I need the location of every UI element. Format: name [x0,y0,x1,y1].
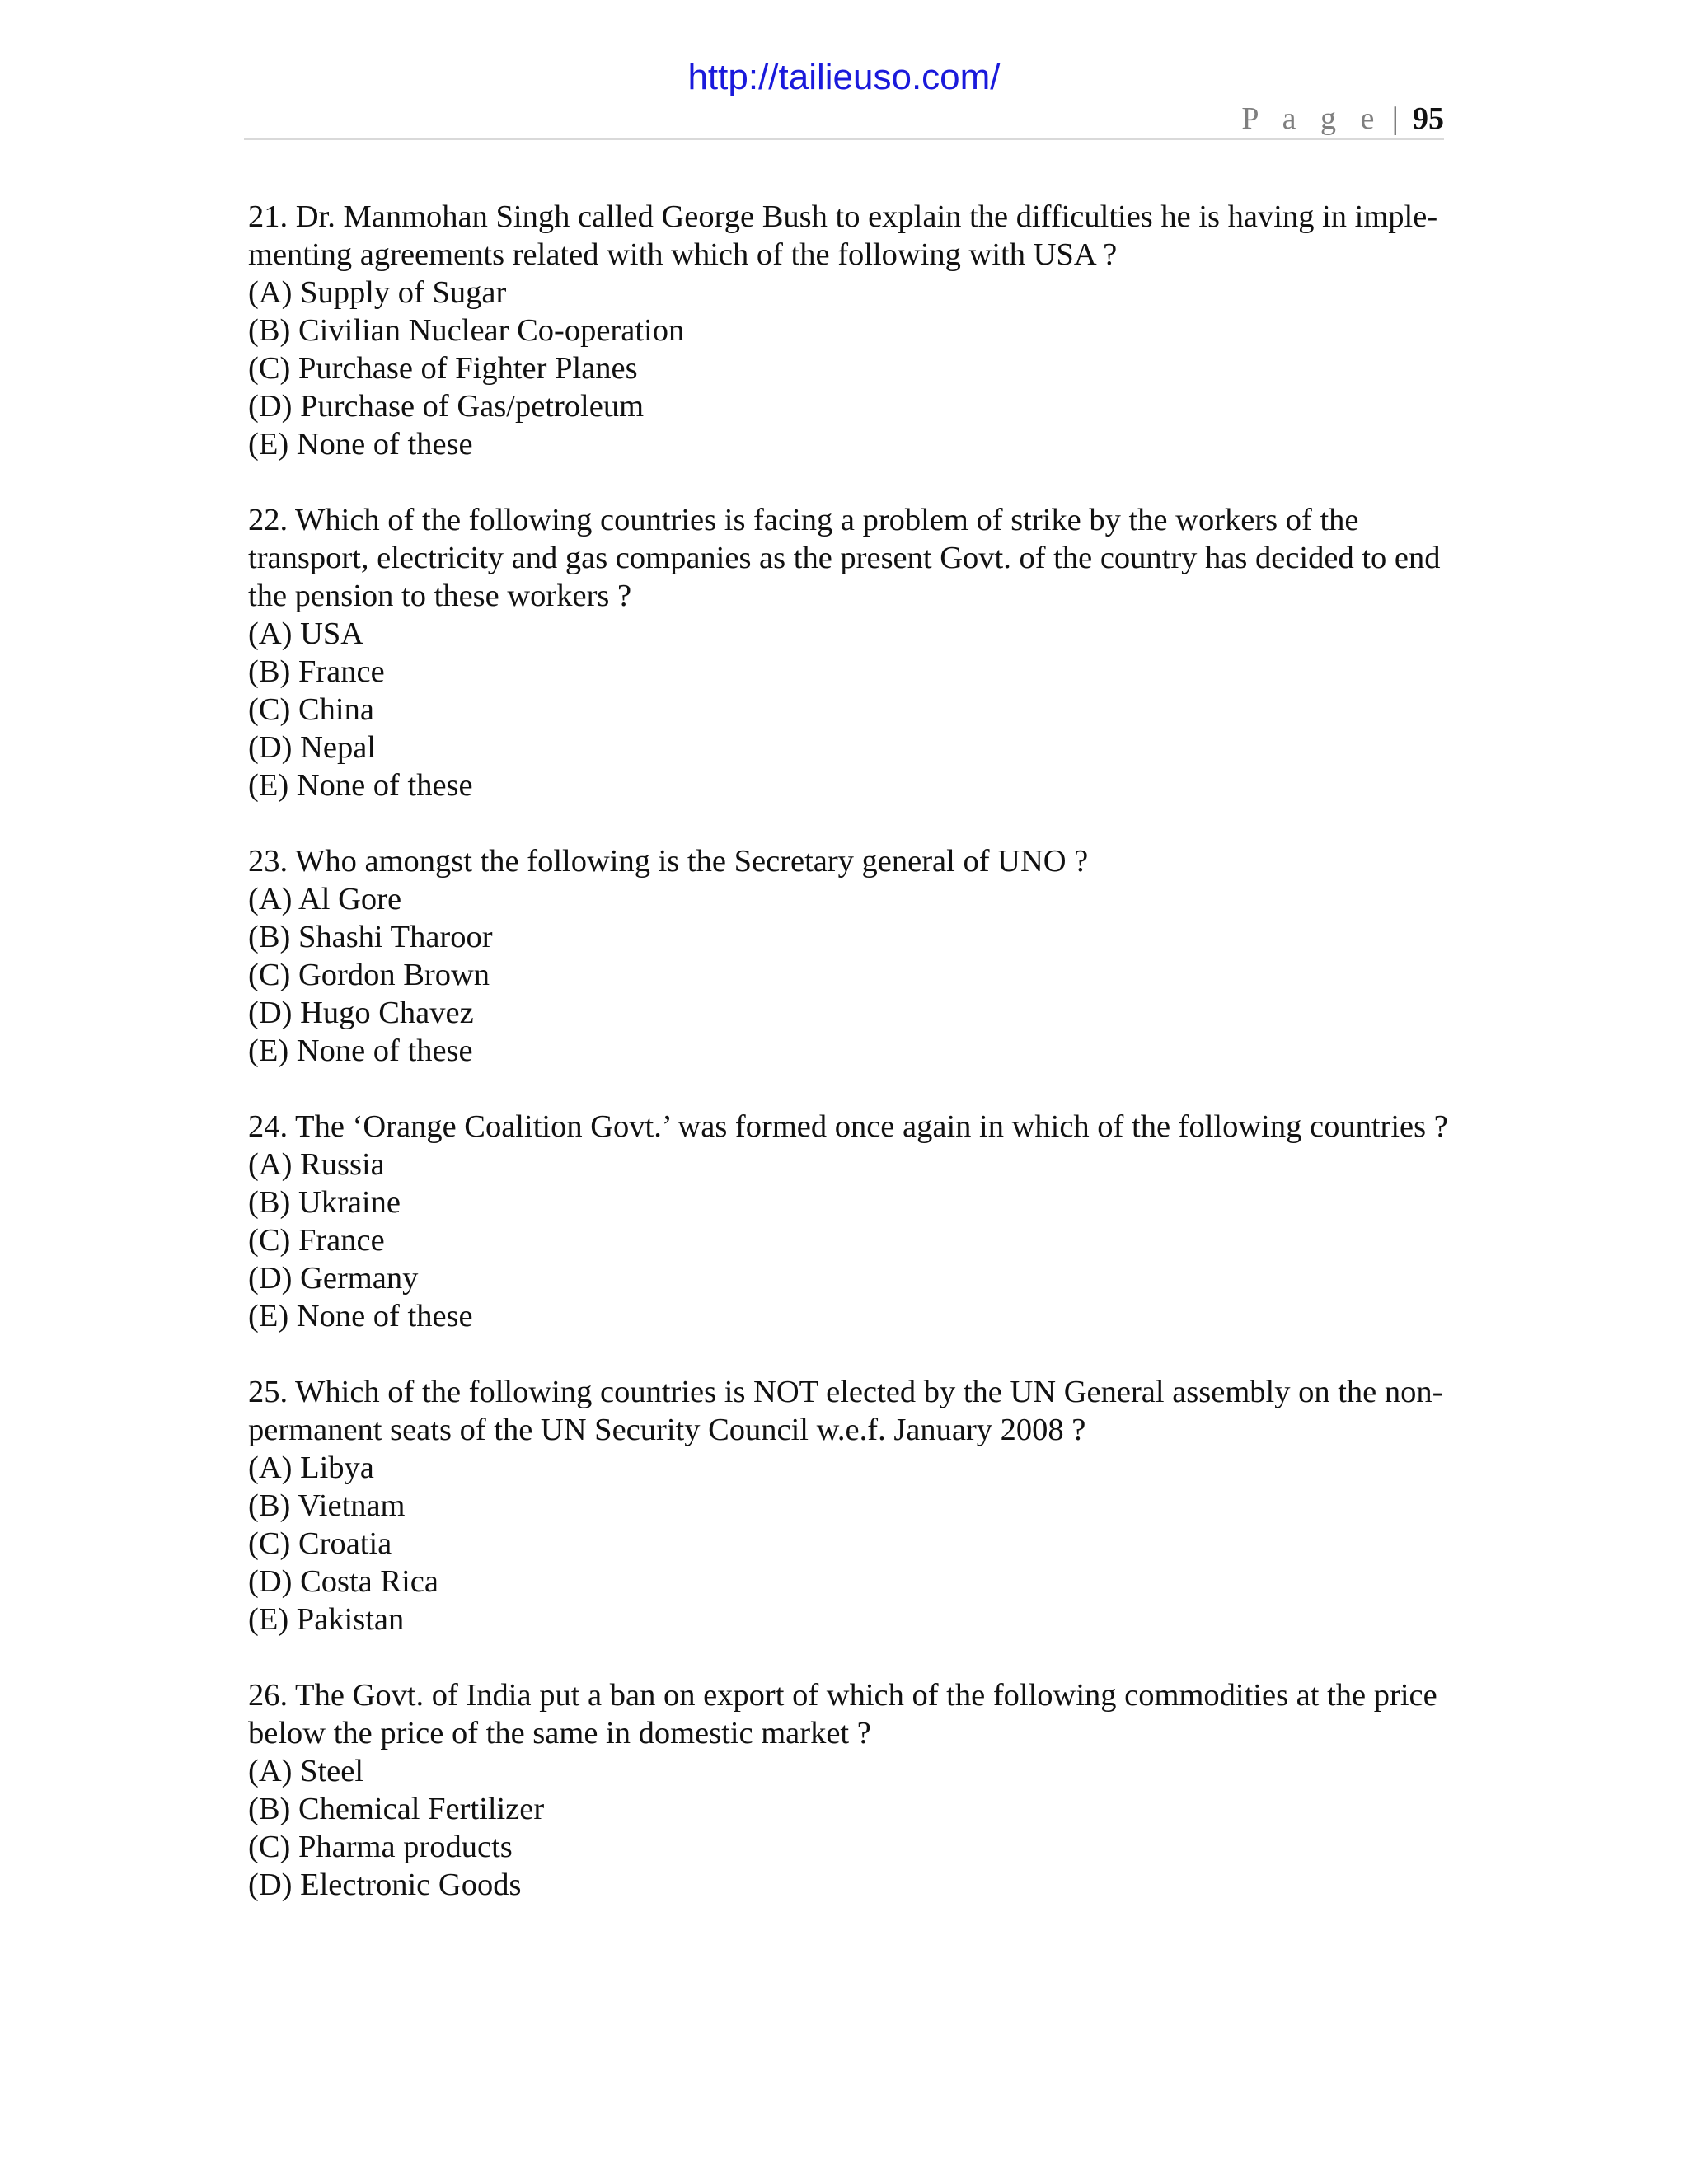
option-c: (C) Purchase of Fighter Planes [248,351,638,386]
option-e: (E) Pakistan [248,1602,405,1637]
question-text: 25. Which of the following countries is NOT elected by the UN General assembly on the non-permanent seats of the UN Security Council w.e.f. January 2008 ? [248,1375,1443,1447]
question-text: 23. Who amongst the following is the Secretary general of UNO ? [248,844,1089,879]
option-e: (E) None of these [248,1299,473,1333]
question-list [248,198,1451,1942]
option-b: (B) Vietnam [248,1488,406,1523]
option-b: (B) Civilian Nuclear Co-operation [248,313,685,348]
question-text: 21. Dr. Manmohan Singh called George Bush to explain the difficulties he is having in imple-menting agreements related with which of the following with USA ? [248,199,1438,272]
option-c: (C) Croatia [248,1526,392,1561]
question-22 [248,501,1451,804]
question-23 [248,842,1451,1070]
option-b: (B) Chemical Fertilizer [248,1792,545,1826]
option-c: (C) Gordon Brown [248,958,490,992]
page-separator: | [1391,101,1399,136]
question-24 [248,1108,1451,1335]
option-d: (D) Costa Rica [248,1564,438,1599]
option-d: (D) Nepal [248,730,376,765]
question-25 [248,1373,1451,1638]
option-b: (B) Shashi Tharoor [248,920,493,954]
option-a: (A) Libya [248,1451,374,1485]
header-divider [244,138,1444,140]
page-number-header [1241,97,1444,140]
option-c: (C) Pharma products [248,1830,513,1864]
option-d: (D) Germany [248,1261,419,1296]
site-url-link[interactable]: http://tailieuso.com/ [687,57,1001,97]
option-c: (C) France [248,1223,385,1258]
question-text: 26. The Govt. of India put a ban on export of which of the following commodities at the price below the price of the same in domestic market ? [248,1678,1437,1750]
option-a: (A) Steel [248,1754,364,1788]
option-e: (E) None of these [248,427,473,462]
option-d: (D) Electronic Goods [248,1868,522,1902]
option-a: (A) Al Gore [248,882,402,916]
option-e: (E) None of these [248,1033,473,1068]
question-text: 22. Which of the following countries is facing a problem of strike by the workers of the transport, electricity and gas companies as the present Govt. of the country has decided to end the pension to these workers ? [248,503,1441,613]
option-a: (A) Russia [248,1147,385,1182]
page-number: 95 [1413,101,1444,136]
page-label: P a g e [1241,101,1383,136]
question-26 [248,1676,1451,1904]
option-a: (A) Supply of Sugar [248,275,507,310]
option-c: (C) China [248,692,374,727]
question-text: 24. The ‘Orange Coalition Govt.’ was formed once again in which of the following countries ? [248,1109,1448,1144]
option-d: (D) Purchase of Gas/petroleum [248,389,645,424]
option-b: (B) Ukraine [248,1185,401,1220]
option-b: (B) France [248,654,385,689]
option-a: (A) USA [248,616,364,651]
option-e: (E) None of these [248,768,473,803]
question-21 [248,198,1451,463]
option-d: (D) Hugo Chavez [248,996,474,1030]
